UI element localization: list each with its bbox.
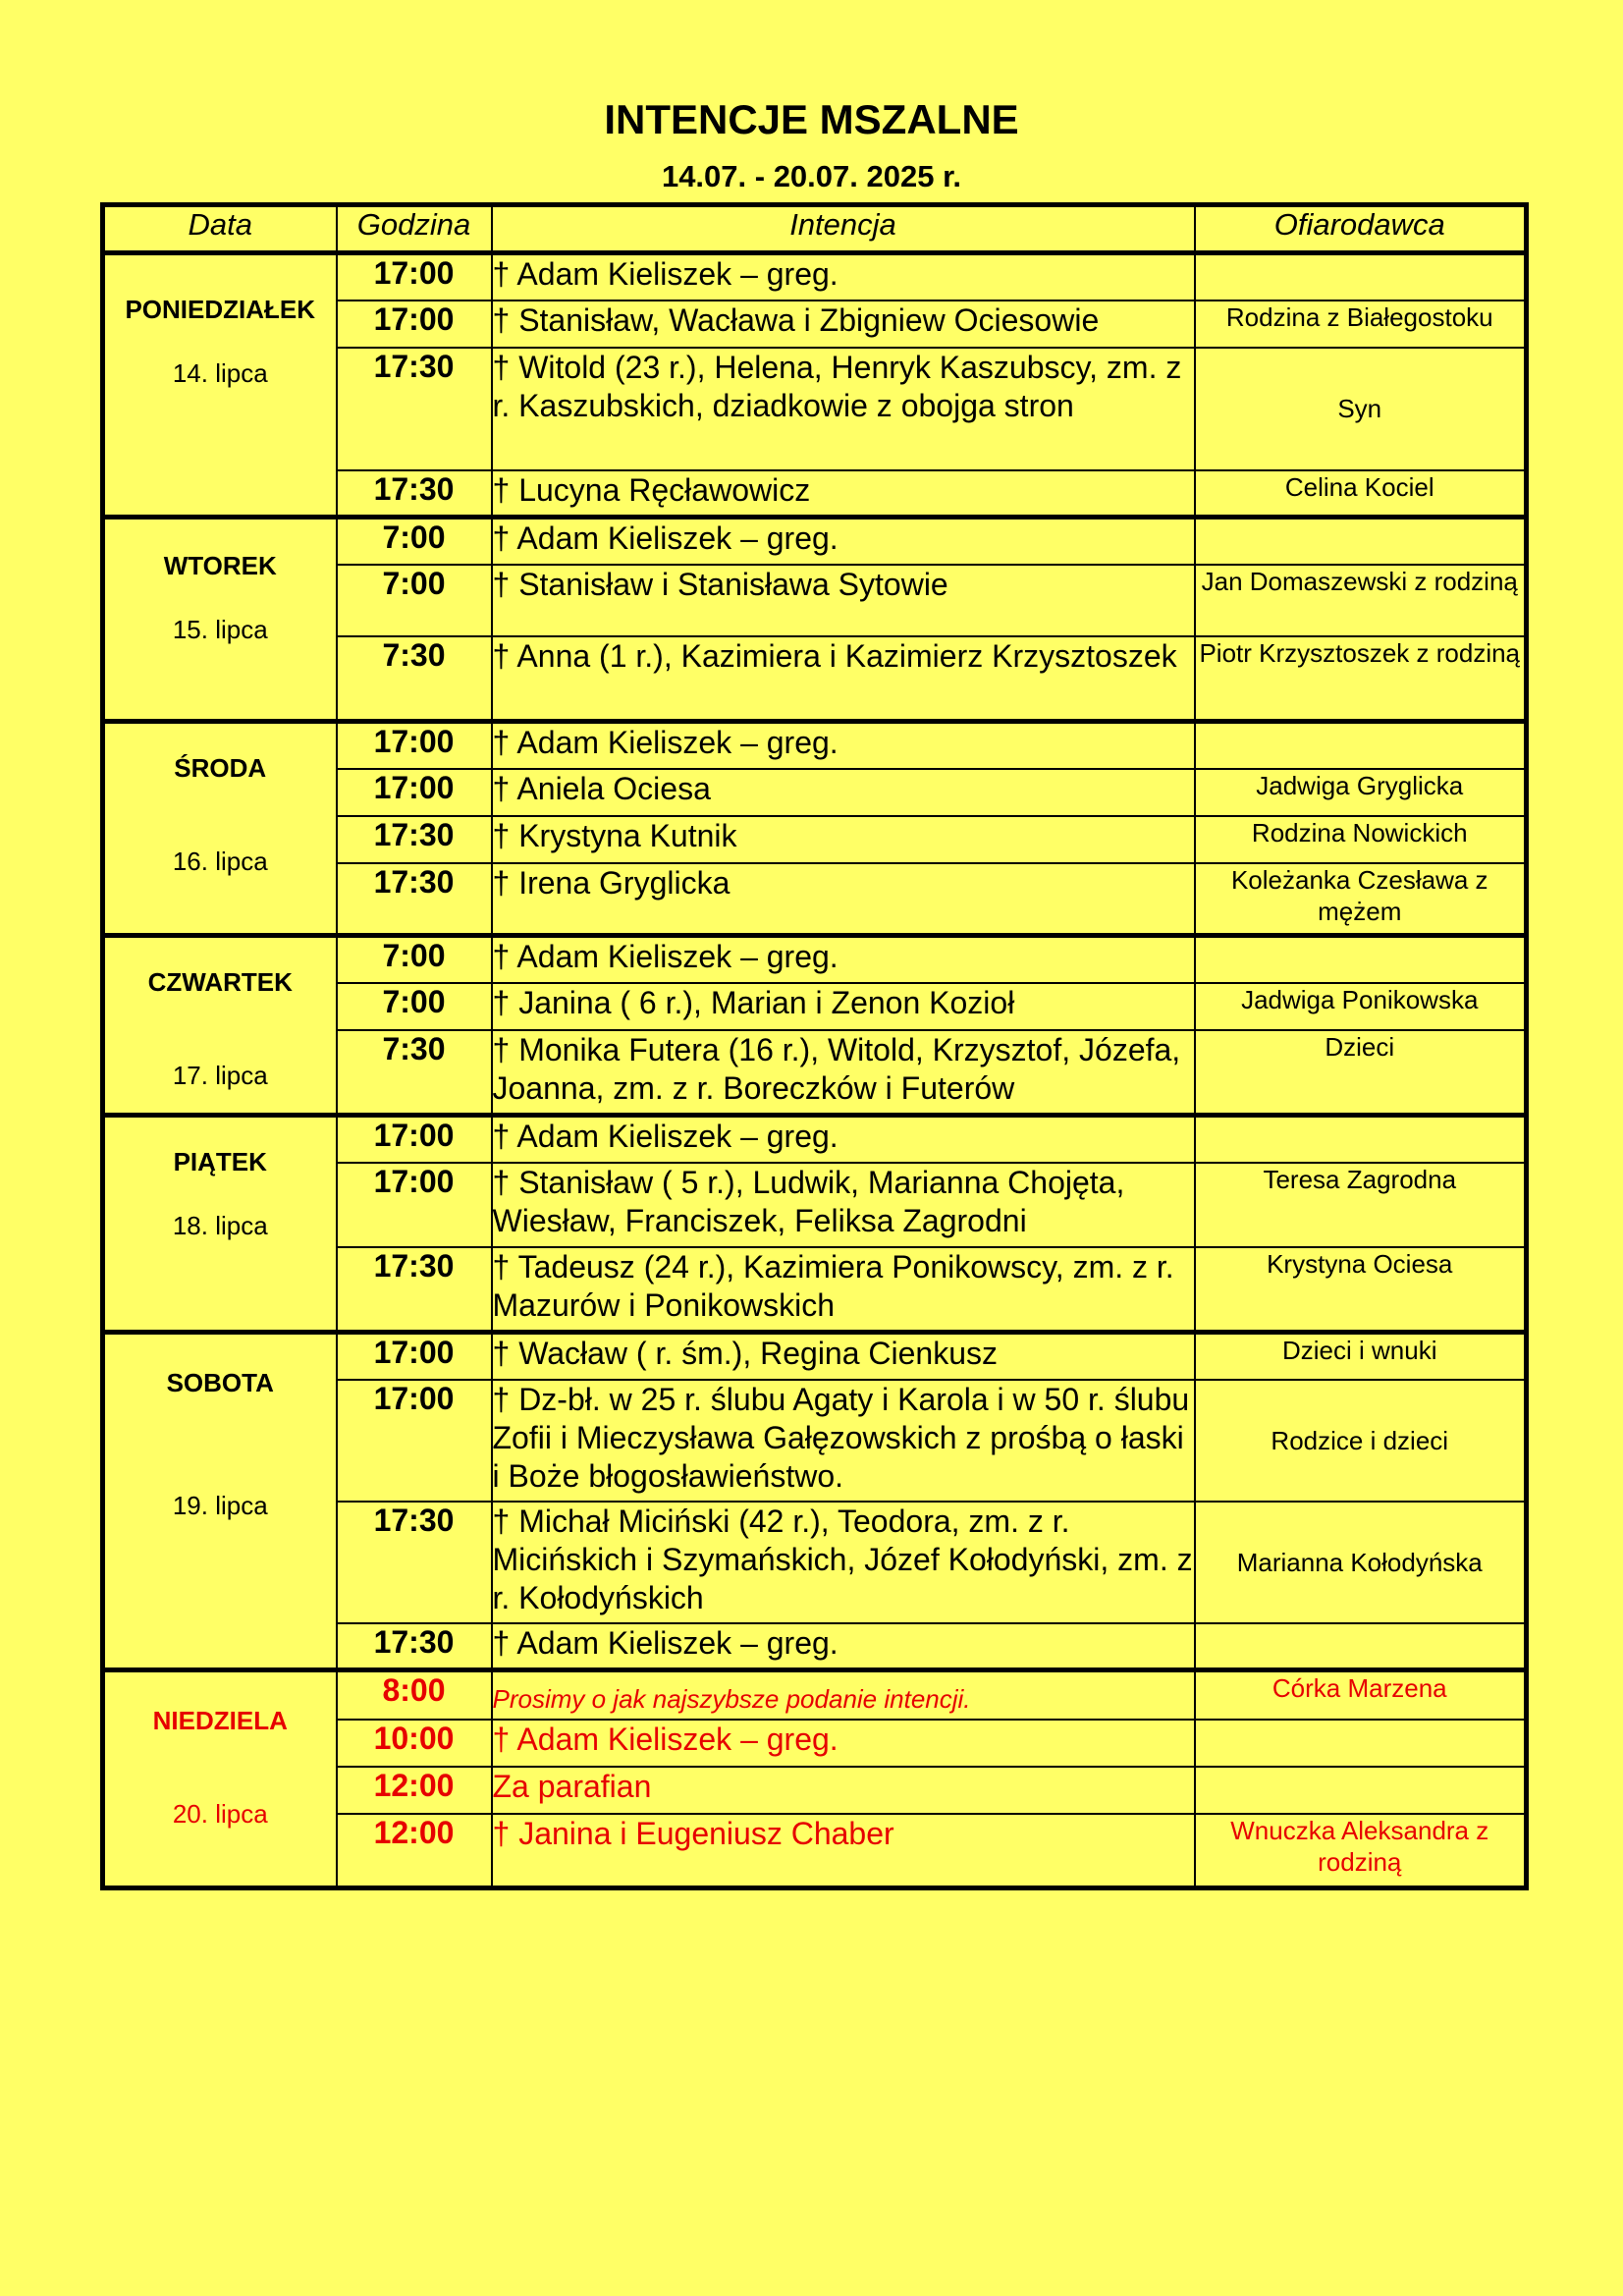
table-row — [103, 936, 1527, 983]
day-cell — [103, 936, 337, 1116]
intention-text: Za parafian — [492, 1767, 1195, 1814]
mass-time: 17:30 — [337, 1247, 492, 1333]
day-name: CZWARTEK — [147, 967, 293, 997]
day-date: 19. lipca — [172, 1491, 268, 1520]
intention-text: † Anna (1 r.), Kazimiera i Kazimierz Krzysztoszek — [492, 636, 1195, 722]
intention-text: † Janina ( 6 r.), Marian i Zenon Kozioł — [492, 983, 1195, 1030]
mass-time: 17:00 — [337, 769, 492, 816]
intention-text: † Monika Futera (16 r.), Witold, Krzysztof, Józefa, Joanna, zm. z r. Boreczków i Futerów — [492, 1030, 1195, 1116]
intention-text: † Stanisław, Wacława i Zbigniew Ociesowie — [492, 301, 1195, 348]
donor-name: Jan Domaszewski z rodziną — [1195, 565, 1527, 636]
mass-time: 7:00 — [337, 565, 492, 636]
mass-time: 17:30 — [337, 816, 492, 863]
mass-time: 17:30 — [337, 1623, 492, 1670]
donor-name: Jadwiga Gryglicka — [1195, 769, 1527, 816]
day-cell — [103, 1333, 337, 1670]
table-row — [103, 253, 1527, 301]
intention-text: Prosimy o jak najszybsze podanie intencji. — [492, 1670, 1195, 1721]
donor-name — [1195, 1720, 1527, 1767]
header-donor: Ofiarodawca — [1195, 205, 1527, 253]
table-row — [103, 518, 1527, 565]
intention-text: † Krystyna Kutnik — [492, 816, 1195, 863]
day-date: 15. lipca — [172, 615, 268, 644]
mass-time: 17:30 — [337, 470, 492, 518]
mass-time: 17:00 — [337, 253, 492, 301]
donor-name — [1195, 1767, 1527, 1814]
mass-time: 12:00 — [337, 1814, 492, 1887]
intention-text: † Lucyna Ręcławowicz — [492, 470, 1195, 518]
donor-name — [1195, 518, 1527, 565]
intention-text: † Stanisław i Stanisława Sytowie — [492, 565, 1195, 636]
intention-text: † Janina i Eugeniusz Chaber — [492, 1814, 1195, 1887]
day-date: 17. lipca — [172, 1061, 268, 1090]
day-cell — [103, 722, 337, 936]
donor-name: Rodzina z Białegostoku — [1195, 301, 1527, 348]
day-date: 16. lipca — [172, 847, 268, 876]
donor-name: Jadwiga Ponikowska — [1195, 983, 1527, 1030]
donor-name: Teresa Zagrodna — [1195, 1163, 1527, 1247]
intention-text: † Tadeusz (24 r.), Kazimiera Ponikowscy, zm. z r. Mazurów i Ponikowskich — [492, 1247, 1195, 1333]
donor-name: Celina Kociel — [1195, 470, 1527, 518]
intention-text: † Adam Kieliszek – greg. — [492, 1720, 1195, 1767]
mass-time: 7:00 — [337, 983, 492, 1030]
day-name: ŚRODA — [174, 753, 267, 783]
mass-time: 8:00 — [337, 1670, 492, 1721]
mass-time: 7:00 — [337, 518, 492, 565]
day-date: 20. lipca — [172, 1799, 268, 1829]
donor-name — [1195, 722, 1527, 769]
day-date: 18. lipca — [172, 1211, 268, 1240]
donor-name: Dzieci i wnuki — [1195, 1333, 1527, 1380]
date-range: 14.07. - 20.07. 2025 r. — [661, 159, 962, 193]
mass-intentions-table — [100, 202, 1529, 1890]
mass-time: 17:30 — [337, 348, 492, 470]
day-cell — [103, 253, 337, 518]
day-date: 14. lipca — [172, 358, 268, 388]
table-row — [103, 1333, 1527, 1380]
donor-name — [1195, 1116, 1527, 1163]
mass-time: 17:30 — [337, 1502, 492, 1623]
intention-text: † Dz-bł. w 25 r. ślubu Agaty i Karola i w 50 r. ślubu Zofii i Mieczysława Gałęzowskich z prośbą o łaski i Boże błogosławieństwo. — [492, 1380, 1195, 1502]
mass-time: 17:30 — [337, 863, 492, 936]
day-name: NIEDZIELA — [152, 1706, 288, 1735]
intention-text: † Adam Kieliszek – greg. — [492, 518, 1195, 565]
day-cell — [103, 518, 337, 722]
intention-text: † Aniela Ociesa — [492, 769, 1195, 816]
mass-time: 10:00 — [337, 1720, 492, 1767]
header-date: Data — [103, 205, 337, 253]
day-cell — [103, 1116, 337, 1333]
donor-name: Wnuczka Aleksandra z rodziną — [1195, 1814, 1527, 1887]
mass-time: 7:00 — [337, 936, 492, 983]
header-intention: Intencja — [492, 205, 1195, 253]
donor-name: Rodzice i dzieci — [1195, 1380, 1527, 1502]
mass-time: 17:00 — [337, 722, 492, 769]
intention-text: † Adam Kieliszek – greg. — [492, 936, 1195, 983]
donor-name: Dzieci — [1195, 1030, 1527, 1116]
intention-text: † Michał Miciński (42 r.), Teodora, zm. z r. Micińskich i Szymańskich, Józef Kołodyński, zm. z r. Kołodyńskich — [492, 1502, 1195, 1623]
donor-name: Syn — [1195, 348, 1527, 470]
donor-name: Córka Marzena — [1195, 1670, 1527, 1721]
mass-time: 17:00 — [337, 1116, 492, 1163]
schedule-body — [103, 253, 1527, 1888]
mass-time: 7:30 — [337, 636, 492, 722]
donor-name — [1195, 253, 1527, 301]
donor-name: Koleżanka Czesława z mężem — [1195, 863, 1527, 936]
day-name: PONIEDZIAŁEK — [125, 295, 316, 324]
mass-time: 17:00 — [337, 301, 492, 348]
intention-text: † Irena Gryglicka — [492, 863, 1195, 936]
intention-text: † Adam Kieliszek – greg. — [492, 253, 1195, 301]
donor-name — [1195, 1623, 1527, 1670]
intention-text: † Witold (23 r.), Helena, Henryk Kaszubscy, zm. z r. Kaszubskich, dziadkowie z obojga stron — [492, 348, 1195, 470]
mass-time: 17:00 — [337, 1380, 492, 1502]
day-name: WTOREK — [163, 551, 277, 580]
intention-text: † Adam Kieliszek – greg. — [492, 722, 1195, 769]
day-cell — [103, 1670, 337, 1888]
donor-name: Piotr Krzysztoszek z rodziną — [1195, 636, 1527, 722]
mass-time: 17:00 — [337, 1333, 492, 1380]
intention-text: † Adam Kieliszek – greg. — [492, 1623, 1195, 1670]
intention-text: † Adam Kieliszek – greg. — [492, 1116, 1195, 1163]
intention-text: † Stanisław ( 5 r.), Ludwik, Marianna Chojęta, Wiesław, Franciszek, Feliksa Zagrodni — [492, 1163, 1195, 1247]
mass-time: 12:00 — [337, 1767, 492, 1814]
header-row — [103, 205, 1527, 253]
mass-time: 17:00 — [337, 1163, 492, 1247]
day-name: SOBOTA — [166, 1368, 274, 1397]
donor-name: Rodzina Nowickich — [1195, 816, 1527, 863]
table-row — [103, 1116, 1527, 1163]
donor-name — [1195, 936, 1527, 983]
table-row — [103, 1670, 1527, 1721]
mass-time: 7:30 — [337, 1030, 492, 1116]
day-name: PIĄTEK — [173, 1147, 267, 1176]
donor-name: Krystyna Ociesa — [1195, 1247, 1527, 1333]
intention-text: † Wacław ( r. śm.), Regina Cienkusz — [492, 1333, 1195, 1380]
page-title: INTENCJE MSZALNE — [604, 96, 1019, 142]
donor-name: Marianna Kołodyńska — [1195, 1502, 1527, 1623]
table-row — [103, 722, 1527, 769]
header-hour: Godzina — [337, 205, 492, 253]
